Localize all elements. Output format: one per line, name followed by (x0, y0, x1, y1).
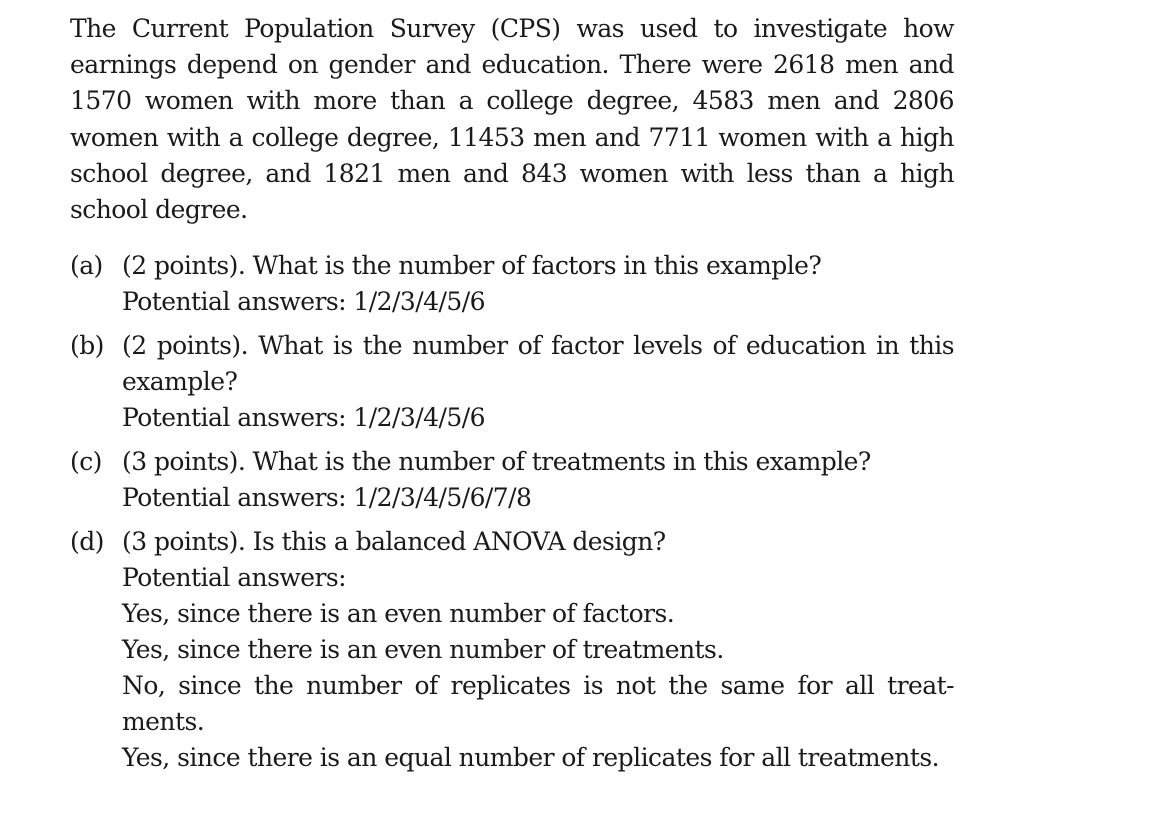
answer-heading: Potential answers: (122, 563, 347, 593)
question-list (70, 248, 954, 776)
question-label: (b) (70, 331, 104, 361)
question-text: (2 points). What is the number of factors in this example? (122, 251, 822, 281)
question-b (70, 328, 954, 436)
answer-option: No, since the number of replicates is not the same for all treat- ments. (122, 671, 954, 737)
answer-option: Potential answers: 1/2/3/4/5/6/7/8 (122, 483, 532, 513)
question-text: (3 points). Is this a balanced ANOVA design? (122, 527, 666, 557)
question-a (70, 248, 954, 320)
answer-option: Potential answers: 1/2/3/4/5/6 (122, 287, 485, 317)
question-c (70, 444, 954, 516)
document-page (70, 11, 954, 784)
answer-option: Yes, since there is an even number of factors. (122, 599, 675, 629)
question-label: (d) (70, 527, 104, 557)
question-label: (c) (70, 447, 102, 477)
answer-option: Potential answers: 1/2/3/4/5/6 (122, 403, 485, 433)
answer-option: Yes, since there is an even number of treatments. (122, 635, 724, 665)
answer-option: Yes, since there is an equal number of replicates for all treatments. (122, 743, 940, 773)
question-label: (a) (70, 251, 103, 281)
question-d (70, 524, 954, 776)
intro-paragraph: The Current Population Survey (CPS) was used to investigate how earnings depend on gender and education. There were 2618 men and 1570 women with more than a college degree, 4583 men and 2806 women with a college degree, 11453 men and 7711 women with a high school degree, and 1821 men and 843 women with less than a high school degree. (70, 14, 954, 225)
question-text: (2 points). What is the number of factor levels of education in this example? (122, 331, 954, 397)
question-text: (3 points). What is the number of treatments in this example? (122, 447, 871, 477)
